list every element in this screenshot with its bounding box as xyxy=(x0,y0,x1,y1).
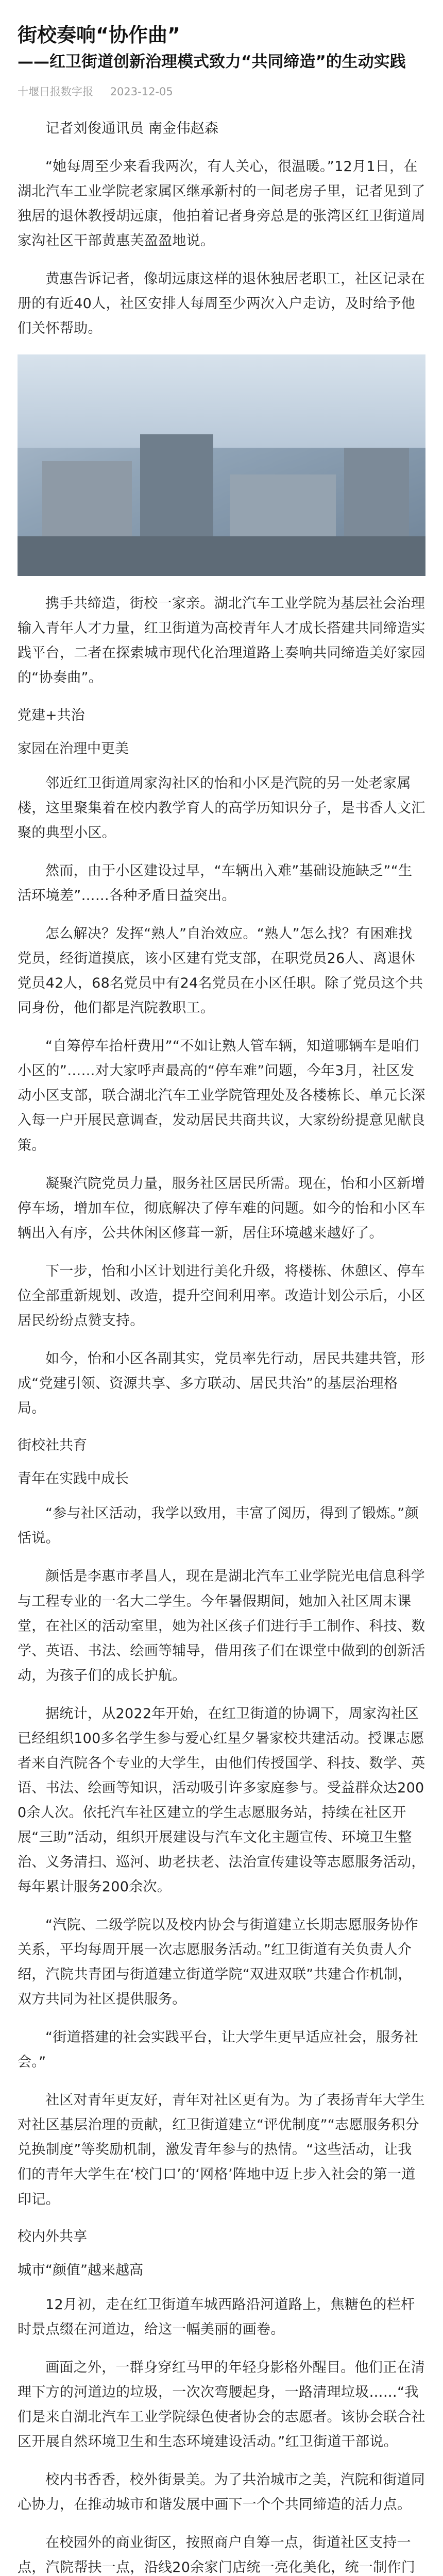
body-paragraph: 凝聚汽院党员力量，服务社区居民所需。现在，怡和小区新增停车场，增加车位，彻底解决了停车难的问题。如今的怡和小区车辆出入有序，公共休闲区修葺一新，居住环境越来越好了。 xyxy=(18,1175,425,1241)
article-subtitle: ——红卫街道创新治理模式致力“共同缔造”的生动实践 xyxy=(18,52,406,71)
article-date: 2023-12-05 xyxy=(110,85,173,98)
body-paragraph: “汽院、二级学院以及校内协会与街道建立长期志愿服务协作关系，平均每周开展一次志愿服务活动。”红卫街道有关负责人介绍，汽院共青团与街道建立街道学院“双进双联”共建合作机制，双方共同为社区提供服务。 xyxy=(18,1917,419,2008)
section-heading: 党建+共治 xyxy=(18,707,85,723)
body-paragraph: 怎么解决？发挥“熟人”自治效应。“熟人”怎么找？有困难找党员，经街道摸底，该小区建有党支部，在职党员26人、离退休党员42人，68名党员中有24名党员在小区任职。除了党员这个共同身份，他们都是汽院教职工。 xyxy=(18,926,423,1016)
section-heading: 家园在治理中更美 xyxy=(18,740,129,757)
body-paragraph: 然而，由于小区建设过早，“车辆出入难”基础设施缺乏”“生活环境差”……各种矛盾日益突出。 xyxy=(18,863,413,904)
photo-ground xyxy=(18,536,425,576)
section-heading: 校内外共享 xyxy=(18,2228,87,2245)
article-photo xyxy=(18,354,425,576)
body-paragraph: 12月初，走在红卫街道车城西路沿河道路上，焦糖色的栏杆时景点缀在河道边，给这一幅美丽的画卷。 xyxy=(18,2296,415,2337)
body-paragraph: 画面之外，一群身穿红马甲的年轻身影格外醒目。他们正在清理下方的河道边的垃圾，一次次弯腰起身，一路清理垃圾……“我们是来自湖北汽车工业学院绿色使者协会的志愿者。该协会联合社区开展自然环境卫生和生态环境建设活动。”红卫街道干部说。 xyxy=(18,2360,425,2450)
body-paragraph: 记者刘俊通讯员 南金伟赵森 xyxy=(45,120,219,137)
section-heading: 城市“颜值”越来越高 xyxy=(18,2262,143,2278)
body-paragraph: 下一步，怡和小区计划进行美化升级，将楼栋、休憩区、停车位全部重新规划、改造，提升空间利用率。改造计划公示后，小区居民纷纷点赞支持。 xyxy=(18,1263,425,1329)
body-paragraph: 社区对青年更友好，青年对社区更有为。为了表扬青年大学生对社区基层治理的贡献，红卫街道建立“评优制度”“志愿服务积分兑换制度”等奖励机制，激发青年参与的热情。“这些活动，让我们的青年大学生在‘校门口’的‘网格’阵地中迈上步入社会的第一道印记。 xyxy=(18,2092,425,2208)
article-meta xyxy=(18,83,425,99)
body-paragraph: 如今，怡和小区各副其实，党员率先行动，居民共建共管，形成“党建引领、资源共享、多方联动、居民共治”的基层治理格局。 xyxy=(18,1350,425,1416)
body-paragraph: 携手共缔造，街校一家亲。湖北汽车工业学院为基层社会治理输入青年人才力量，红卫街道为高校青年人才成长搭建共同缔造实践平台，二者在探索城市现代化治理道路上奏响共同缔造美好家园的“协奏曲”。 xyxy=(18,596,425,686)
body-paragraph: “她每周至少来看我两次，有人关心，很温暖。”12月1日，在湖北汽车工业学院老家属区继承新村的一间老房子里，记者见到了独居的退休教授胡远康，他拍着记者身旁总是的张湾区红卫街道周家沟社区干部黄惠芙盈盈地说。 xyxy=(18,159,425,249)
section-heading: 青年在实践中成长 xyxy=(18,1471,129,1487)
article-title: 街校奏响“协作曲” xyxy=(18,24,180,46)
photo-sky xyxy=(18,354,425,448)
article-source[interactable]: 十堰日报数字报 xyxy=(18,85,93,98)
body-paragraph: “街道搭建的社会实践平台，让大学生更早适应社会，服务社会。” xyxy=(18,2029,419,2071)
section-heading: 街校社共育 xyxy=(18,1437,87,1453)
body-paragraph: “参与社区活动，我学以致用，丰富了阅历，得到了锻炼。”颜恬说。 xyxy=(18,1505,419,1547)
body-paragraph: “自筹停车抬杆费用”“不如让熟人管车辆，知道哪辆车是咱们小区的”……对大家呼声最高的“停车难”问题，今年3月，社区发动小区支部，联合湖北汽车工业学院管理处及各楼栋长、单元长深入每一户开展民意调查，发动居民共商共议，大家纷纷提意见献良策。 xyxy=(18,1038,425,1154)
body-paragraph: 校内书香香，校外街景美。为了共治城市之美，汽院和街道同心协力，在推动城市和谐发展中画下一个个共同缔造的活力点。 xyxy=(18,2472,425,2513)
body-paragraph: 颜恬是李惠市孝昌人，现在是湖北汽车工业学院光电信息科学与工程专业的一名大二学生。今年暑假期间，她加入社区周末课堂，在社区的活动室里，她为社区孩子们进行手工制作、科技、数学、英语、书法、绘画等辅导，借用孩子们在课堂中做到的创新活动，为孩子们的成长护航。 xyxy=(18,1568,425,1684)
body-paragraph: 邻近红卫街道周家沟社区的怡和小区是汽院的另一处老家属楼，这里聚集着在校内教学育人的高学历知识分子，是书香人文汇聚的典型小区。 xyxy=(18,775,425,841)
body-paragraph: 在校园外的商业街区，按照商户自筹一点，街道社区支持一点，汽院帮扶一点，沿线20余家门店统一亮化美化，统一制作门 xyxy=(18,2535,416,2576)
body-paragraph: 据统计，从2022年开始，在红卫街道的协调下，周家沟社区已经组织100多名学生参与爱心红星夕暑家校共建活动。授课志愿者来自汽院各个专业的大学生，由他们传授国学、科技、数学、英语、书法、绘画等知识，活动吸引许多家庭参与。受益群众达2000余人次。依托汽车社区建立的学生志愿服务站，持续在社区开展“三助”活动，组织开展建设与汽车文化主题宣传、环境卫生整治、义务清扫、巡河、助老扶老、法治宣传建设等志愿服务活动，每年累计服务200余次。 xyxy=(18,1705,425,1895)
article-body xyxy=(18,116,425,2576)
body-paragraph: 黄惠告诉记者，像胡远康这样的退休独居老职工，社区记录在册的有近40人，社区安排人每周至少两次入户走访，及时给予他们关怀帮助。 xyxy=(18,271,425,337)
